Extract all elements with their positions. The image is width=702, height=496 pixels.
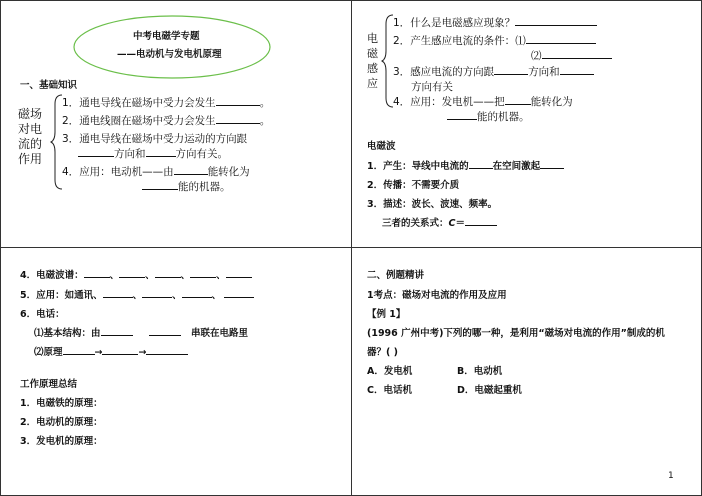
item-number: 1． — [62, 97, 80, 109]
left-border — [0, 0, 1, 496]
summary-heading: 工作原理总结 — [20, 379, 78, 390]
item-number: 4． — [393, 96, 411, 108]
item-number: 3． — [62, 133, 80, 145]
basics-item-1 — [62, 95, 270, 110]
sub-mark: ⑵ — [531, 50, 542, 62]
summary-motor: 2．电动机的原理： — [20, 417, 103, 428]
answer-blank — [103, 288, 133, 298]
answer-blank — [560, 65, 594, 75]
item-text: 感应电流的方向跟 — [410, 66, 495, 78]
answer-blank — [149, 326, 181, 336]
summary-generator: 3．发电机的原理： — [20, 436, 103, 447]
item-text: 通电导线在磁场中受力运动的方向跟 — [79, 133, 248, 145]
answer-blank — [505, 95, 531, 105]
induction-item-3 — [393, 64, 594, 79]
line-text: ⑵原理 — [34, 347, 63, 358]
induction-item-3-line-2 — [411, 79, 453, 94]
separator: 、 — [145, 270, 155, 281]
induction-item-1 — [393, 15, 597, 30]
answer-blank — [542, 49, 612, 59]
side-label-magnetic-force — [18, 107, 42, 167]
induction-item-4 — [393, 94, 573, 109]
application-line — [20, 287, 254, 301]
basics-item-2 — [62, 113, 270, 128]
answer-blank — [155, 268, 181, 278]
basics-item-4-line-2 — [142, 179, 231, 194]
separator: 、 — [132, 290, 143, 301]
item-text: 能的机器。 — [477, 111, 530, 123]
answer-blank — [190, 268, 216, 278]
separator: 、 — [211, 290, 222, 301]
answer-blank — [494, 65, 528, 75]
separator: 、 — [109, 270, 120, 281]
answer-blank — [146, 147, 176, 157]
em-wave-line-1 — [367, 158, 564, 172]
item-number: 1． — [393, 17, 411, 29]
equals-sign: ＝ — [455, 218, 466, 229]
question-line-2: 器？( ) — [367, 347, 398, 358]
item-text: 方向和 — [528, 66, 560, 78]
telephone-structure — [34, 325, 248, 339]
answer-blank — [465, 216, 497, 226]
question-line-1: (1996 广州中考)下列的哪一种，是利用“磁场对电流的作用”制成的机 — [367, 328, 665, 339]
item-text: 方向有关 — [411, 81, 453, 93]
arrow: → — [138, 347, 147, 358]
examples-heading: 二、例题精讲 — [367, 270, 425, 281]
item-text: 能的机器。 — [178, 181, 231, 193]
item-text: 方向和 — [114, 148, 146, 160]
relation-label: 三者的关系式： — [382, 218, 449, 229]
item-text: 。 — [259, 115, 271, 127]
answer-blank — [84, 268, 110, 278]
side-label-line: 磁场 — [18, 107, 43, 121]
em-wave-line-3: 3．描述：波长、波速、频率。 — [367, 199, 498, 210]
item-text: 能转化为 — [207, 166, 250, 178]
answer-blank — [182, 288, 212, 298]
title-line-1: 中考电磁学专题 — [133, 31, 200, 42]
separator: 、 — [216, 270, 226, 281]
telephone-line: 6．电话： — [20, 309, 65, 320]
side-label-line: 电 — [367, 32, 378, 45]
answer-blank — [63, 345, 95, 355]
side-label-line: 应 — [367, 77, 378, 90]
title-line-2: ——电动机与发电机原理 — [117, 49, 222, 60]
item-text: 产生感应电流的条件： — [410, 35, 516, 47]
side-label-line: 磁 — [367, 47, 378, 60]
line-text: 串联在电路里 — [191, 328, 249, 339]
line-text: 5．应用：如通讯、 — [20, 290, 103, 301]
answer-blank — [78, 147, 114, 157]
answer-blank — [469, 159, 493, 169]
answer-blank — [216, 96, 260, 106]
answer-blank — [119, 268, 145, 278]
answer-blank — [102, 345, 138, 355]
answer-blank — [216, 114, 260, 124]
answer-blank — [142, 288, 172, 298]
option-c: C．电话机 — [367, 385, 412, 396]
answer-blank — [447, 110, 477, 120]
arrow: → — [94, 347, 103, 358]
line-text: 4．电磁波谱： — [20, 270, 84, 281]
answer-blank — [540, 159, 564, 169]
item-text: 应用：发电机——把 — [410, 96, 505, 108]
answer-blank — [142, 180, 178, 190]
center-divider — [351, 0, 352, 496]
item-number: 4． — [62, 166, 80, 178]
line-text: 在空间激起 — [492, 161, 541, 172]
option-b: B．电动机 — [457, 366, 503, 377]
item-number: 2． — [393, 35, 411, 47]
em-wave-relation — [382, 215, 497, 229]
separator: 、 — [180, 270, 191, 281]
em-wave-line-2: 2．传播：不需要介质 — [367, 180, 460, 191]
variable-c: C — [448, 218, 456, 229]
basics-item-3 — [62, 131, 247, 146]
basics-item-4 — [62, 164, 250, 179]
summary-electromagnet: 1．电磁铁的原理： — [20, 398, 103, 409]
induction-item-4-line-2 — [447, 109, 530, 124]
answer-blank — [101, 326, 133, 336]
side-label-line: 作用 — [18, 152, 43, 166]
side-label-line: 流的 — [18, 137, 43, 151]
key-point: 1考点：磁场对电流的作用及应用 — [367, 290, 507, 301]
side-label-electromagnetic-induction — [367, 31, 378, 91]
example-label: 【例 1】 — [367, 309, 406, 320]
induction-item-2-sub-2 — [531, 48, 612, 63]
side-label-line: 感 — [367, 62, 378, 75]
spectrum-line — [20, 267, 252, 281]
item-text: 能转化为 — [530, 96, 573, 108]
em-wave-heading: 电磁波 — [367, 141, 396, 152]
answer-blank — [515, 16, 597, 26]
item-number: 2． — [62, 115, 80, 127]
line-text: 1．产生：导线中电流的 — [367, 161, 469, 172]
option-d: D．电磁起重机 — [457, 385, 522, 396]
section-heading-basics: 一、基础知识 — [20, 80, 78, 91]
answer-blank — [526, 34, 596, 44]
line-text: ⑴基本结构：由 — [34, 328, 101, 339]
item-text: 什么是电磁感应现象？ — [410, 17, 516, 29]
sub-mark: ⑴ — [515, 35, 526, 47]
answer-blank — [174, 165, 208, 175]
page-number: 1 — [668, 471, 674, 481]
item-text: 应用：电动机——由 — [79, 166, 174, 178]
basics-item-3-line-2 — [78, 146, 228, 161]
answer-blank — [226, 268, 252, 278]
item-text: 通电线圈在磁场中受力会发生 — [79, 115, 216, 127]
answer-blank — [146, 345, 188, 355]
item-text: 。 — [259, 97, 271, 109]
side-label-line: 对电 — [18, 122, 43, 136]
separator: 、 — [172, 290, 182, 301]
item-text: 通电导线在磁场中受力会发生 — [79, 97, 216, 109]
answer-blank — [224, 288, 254, 298]
item-text: 方向有关。 — [175, 148, 228, 160]
item-number: 3． — [393, 66, 411, 78]
telephone-principle — [34, 344, 188, 358]
induction-item-2 — [393, 33, 596, 48]
option-a: A．发电机 — [367, 366, 413, 377]
